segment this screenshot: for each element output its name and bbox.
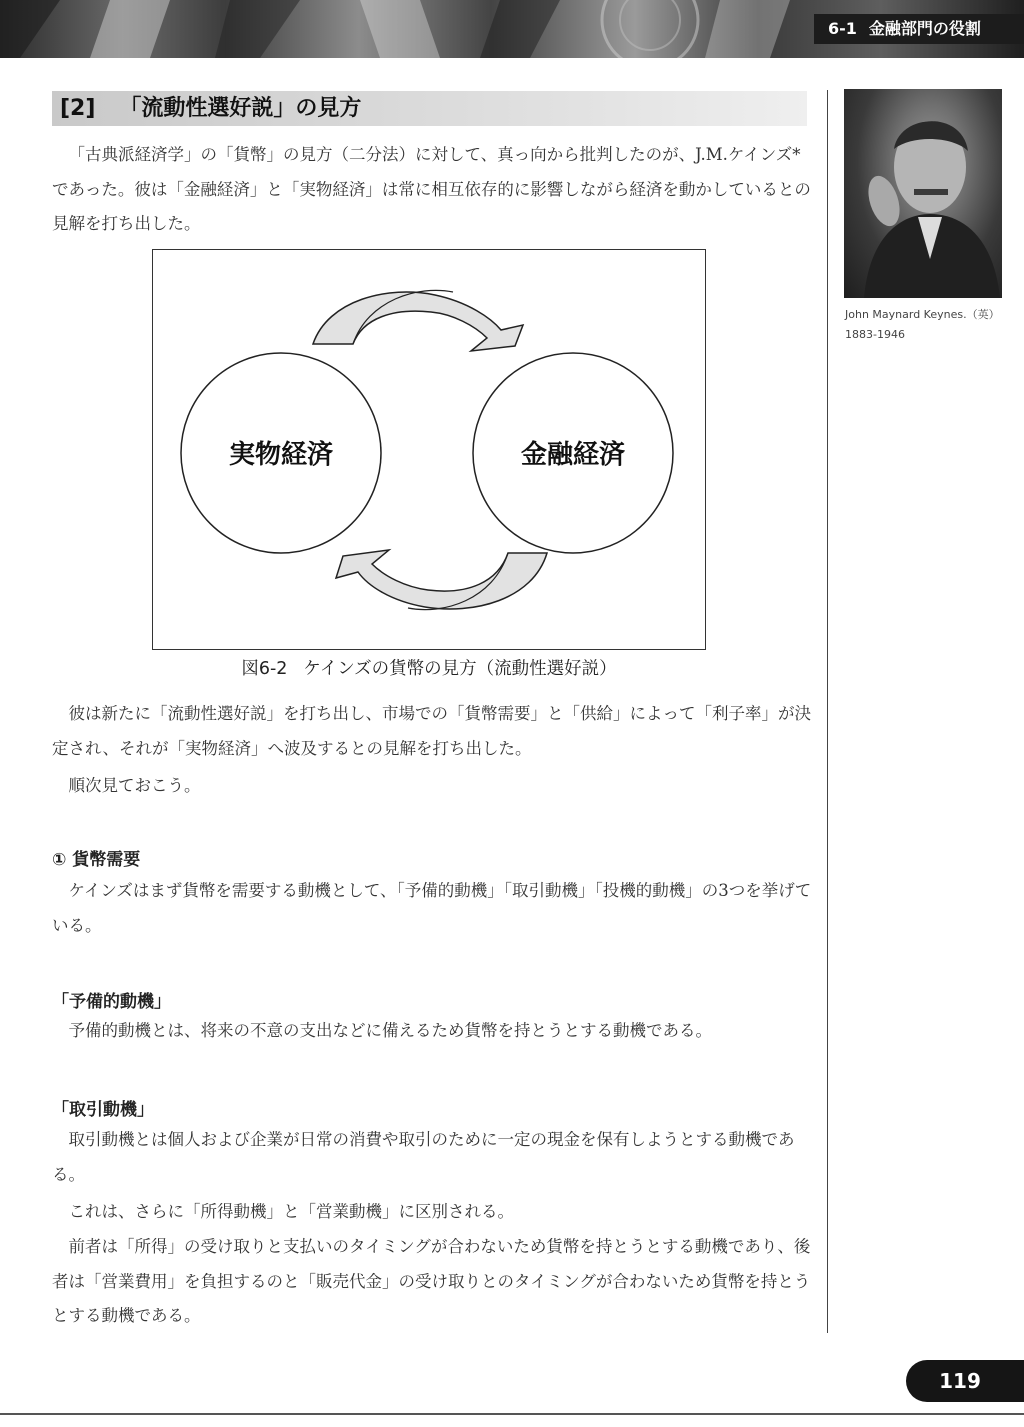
paragraph-transaction-motive-1: 取引動機とは個人および企業が日常の消費や取引のために一定の現金を保有しようとする動機である。 — [52, 1130, 795, 1184]
section-number: [2] — [60, 96, 96, 121]
paragraph-money-demand: ケインズはまず貨幣を需要する動機として、「予備的動機」「取引動機」「投機的動機」の3つを挙げている。 — [52, 881, 812, 935]
figure-caption — [0, 655, 858, 680]
financial-economy-label: 金融経済 — [520, 440, 626, 470]
paragraph-overview: 順次見ておこう。 — [68, 776, 201, 795]
subheading-money-demand: ① 貨幣需要 — [52, 850, 141, 870]
cycle-diagram — [153, 250, 707, 651]
running-header-section-number: 6-1 — [828, 19, 857, 38]
running-header — [814, 14, 1024, 44]
paragraph-precautionary-motive: 予備的動機とは、将来の不意の支出などに備えるため貨幣を持とうとする動機である。 — [68, 1021, 712, 1040]
page-number: 119 — [906, 1360, 1024, 1402]
header-band — [0, 0, 1024, 58]
paragraph-liquidity-preference: 彼は新たに「流動性選好説」を打ち出し、市場での「貨幣需要」と「供給」によって「利子率」が決定され、それが「実物経済」へ波及するとの見解を打ち出した。 — [52, 704, 811, 758]
portrait-caption-years: 1883-1946 — [845, 328, 905, 341]
figure-6-2 — [152, 249, 706, 650]
lower-flow-arrow — [336, 550, 547, 609]
portrait-silhouette — [844, 89, 1002, 298]
subheading-precautionary-motive: 「予備的動機」 — [52, 992, 171, 1012]
upper-flow-arrow — [313, 292, 523, 351]
keynes-portrait — [844, 89, 1002, 298]
subheading-transaction-motive: 「取引動機」 — [52, 1100, 154, 1120]
portrait-caption — [845, 305, 1015, 345]
portrait-caption-name: John Maynard Keynes.（英） — [845, 308, 1000, 321]
real-economy-label: 実物経済 — [228, 440, 334, 470]
paragraph-transaction-motive-2: これは、さらに「所得動機」と「営業動機」に区別される。 — [68, 1202, 514, 1221]
section-heading — [52, 91, 807, 126]
running-header-chapter-title: 金融部門の役割 — [868, 19, 981, 38]
intro-paragraph: 「古典派経済学」の「貨幣」の見方（二分法）に対して、真っ向から批判したのが、J.M.ケインズ*であった。彼は「金融経済」と「実物経済」は常に相互依存的に影響しながら経済を動かしているとの見解を打ち出した。 — [52, 145, 811, 233]
figure-caption-text: ケインズの貨幣の見方（流動性選好説） — [303, 659, 617, 679]
figure-caption-number: 図6-2 — [241, 659, 288, 679]
bottom-rule — [0, 1413, 1024, 1415]
section-title: 「流動性選好説」の見方 — [119, 96, 362, 121]
margin-divider — [827, 90, 828, 1333]
paragraph-transaction-motive-3: 前者は「所得」の受け取りと支払いのタイミングが合わないため貨幣を持とうとする動機であり、後者は「営業費用」を負担するのと「販売代金」の受け取りとのタイミングが合わないため貨幣を持とうとする動機である。 — [52, 1237, 811, 1325]
